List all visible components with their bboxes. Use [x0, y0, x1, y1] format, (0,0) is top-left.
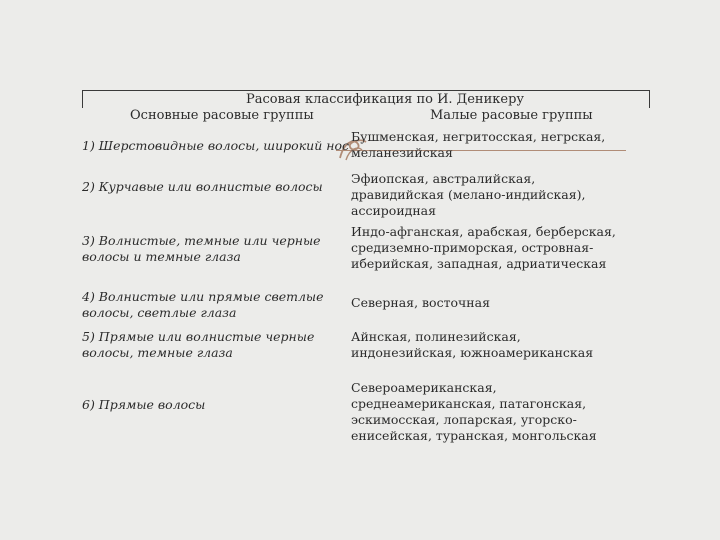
table-title-row — [82, 90, 650, 108]
row-3-minor-groups: Индо-афганская, арабская, берберская, средиземно-приморская, островная-иберийская, западная, адриатическая — [351, 224, 616, 271]
header-minor-groups: Малые расовые группы — [430, 108, 593, 123]
row-2-main-group: 2) Курчавые или волнистые волосы — [82, 179, 323, 194]
row-6-minor-groups: Североамериканская, среднеамериканская, патагонская, эскимосская, лопарская, угорско-енисейская, туранская, монгольская — [351, 380, 597, 443]
row-1-main-group: 1) Шерстовидные волосы, широкий нос — [82, 138, 350, 153]
row-2-minor-groups: Эфиопская, австралийская, дравидийская (мелано-индийская), ассироидная — [351, 171, 586, 218]
row-5-main-group: 5) Прямые или волнистые черные волосы, темные глаза — [82, 329, 315, 360]
row-5-minor-groups: Айнская, полинезийская, индонезийская, южноамериканская — [351, 329, 594, 360]
row-6-main-group: 6) Прямые волосы — [82, 397, 206, 412]
header-main-groups: Основные расовые группы — [130, 108, 314, 123]
row-4-main-group: 4) Волнистые или прямые светлые волосы, светлые глаза — [82, 289, 324, 320]
row-4-minor-groups: Северная, восточная — [351, 295, 490, 310]
table-title: Расовая классификация по И. Деникеру — [246, 92, 525, 107]
row-3-main-group: 3) Волнистые, темные или черные волосы и темные глаза — [82, 233, 321, 264]
row-1-minor-groups: Бушменская, негритосская, негрская, меланезийская — [351, 129, 606, 160]
classification-table — [82, 90, 650, 108]
